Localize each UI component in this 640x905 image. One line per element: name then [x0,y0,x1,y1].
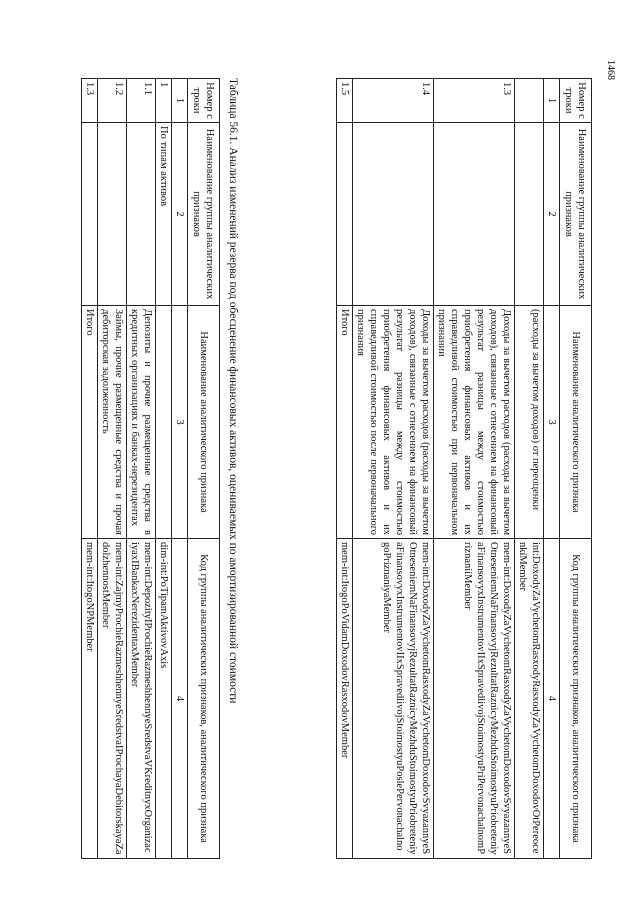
row-number: 1.1 [127,79,156,123]
row-code: mem-int:DoxodyZaVychetomRasxodyZaVychetomDoxodovSvyazannyeSOtneseniemNaFinansovyjRezultatRaznicyMezhduStoimostyuPriobreteniyaFinansovyxInstrumentovIIxSpravedlivojStoimostyuPoslePervonachalnogoPriznaniyaMember [353,539,434,859]
header-group-name: Наименование группы аналитических признаков [560,123,592,306]
table-caption: Таблица 56.1. Анализ изменений резерва под обесценение финансовых активов, оцениваемых по амортизированной стоимости [227,78,239,704]
row-group [515,123,544,306]
row-group [82,123,98,306]
row-feature-name [156,306,172,539]
header-code: Код группы аналитических признаков, аналитического признака [560,539,592,859]
header-row-number: Номер строки [560,79,592,123]
row-code: mem-int:ZajmyProchieRazmeshhennyeSredstvaIProchayaDebitorskayaZadolzhennostMember [98,539,127,859]
header-row-number: Номер строки [188,79,220,123]
row-code: mem-int:DoxodyZaVychetomRasxodyZaVychetomDoxodovSvyazannyeSOtneseniemNaFinansovyjRezultatRaznicyMezhduStoimostyuPriobreteniyaFinansovyxInstrumentovIIxSpravedlivojStoimostyuPriPervonachalnomPriznaniiMember [434,539,515,859]
row-group [353,123,434,306]
table-header-row [560,79,592,859]
page-number: 1468 [605,60,616,80]
row-feature-name: (расходы за вычетом доходов) от переоценки [515,306,544,539]
row-code: dim-int:PoTipamAktivovAxis [156,539,172,859]
col-number: 3 [172,306,188,539]
row-number: 1.3 [434,79,515,123]
row-feature-name: Депозиты и прочие размещенные средства в кредитных организациях и банках-нерезидентах [127,306,156,539]
header-group-name: Наименование группы аналитических признаков [188,123,220,306]
column-numbers-row [172,79,188,859]
analytics-table-1 [336,78,592,859]
col-number: 1 [544,79,560,123]
table-row [82,79,98,859]
row-number: 1.5 [337,79,353,123]
row-code: mem-int:DepozityIProchieRazmeshhennyeSredstvaVKreditnyxOrganizaciyaxIBankaxNerezidentaxMember [127,539,156,859]
col-number: 4 [172,539,188,859]
row-feature-name: Итого [337,306,353,539]
row-group [127,123,156,306]
row-group: По типам активов [156,123,172,306]
table-row [515,79,544,859]
row-group [434,123,515,306]
row-feature-name: Займы, прочие размещенные средства и прочая дебиторская задолженность [98,306,127,539]
table-row [434,79,515,859]
row-feature-name: Итого [82,306,98,539]
table-row [353,79,434,859]
header-feature-name: Наименование аналитического признака [560,306,592,539]
table-header-row [188,79,220,859]
row-number [515,79,544,123]
row-number: 1.4 [353,79,434,123]
row-group [98,123,127,306]
row-code: int:DoxodyZaVychetomRasxodyRasxodyZaVychetomDoxodovOtPereocenkiMember [515,539,544,859]
table-row [337,79,353,859]
col-number: 2 [172,123,188,306]
col-number: 1 [172,79,188,123]
col-number: 2 [544,123,560,306]
column-numbers-row [544,79,560,859]
col-number: 4 [544,539,560,859]
table-row [98,79,127,859]
row-number: 1.3 [82,79,98,123]
row-number: 1 [156,79,172,123]
row-group [337,123,353,306]
header-code: Код группы аналитических признаков, аналитического признака [188,539,220,859]
analytics-table-2 [81,78,220,859]
table-row [156,79,172,859]
col-number: 3 [544,306,560,539]
row-feature-name: Доходы за вычетом расходов (расходы за вычетом доходов), связанные с отнесением на финансовый результат разницы между стоимостью приобретения финансовых активов и их справедливой стоимостью при первоначальном признании [434,306,515,539]
row-code: mem-int:ItogoNPMember [82,539,98,859]
row-number: 1.2 [98,79,127,123]
table-row [127,79,156,859]
row-feature-name: Доходы за вычетом расходов (расходы за вычетом доходов), связанные с отнесением на финансовый результат разницы между стоимостью приобретения финансовых активов и их справедливой стоимостью после первоначального признания [353,306,434,539]
header-feature-name: Наименование аналитического признака [188,306,220,539]
row-code: mem-int:ItogoPoVidamDoxodovRasxodovMember [337,539,353,859]
